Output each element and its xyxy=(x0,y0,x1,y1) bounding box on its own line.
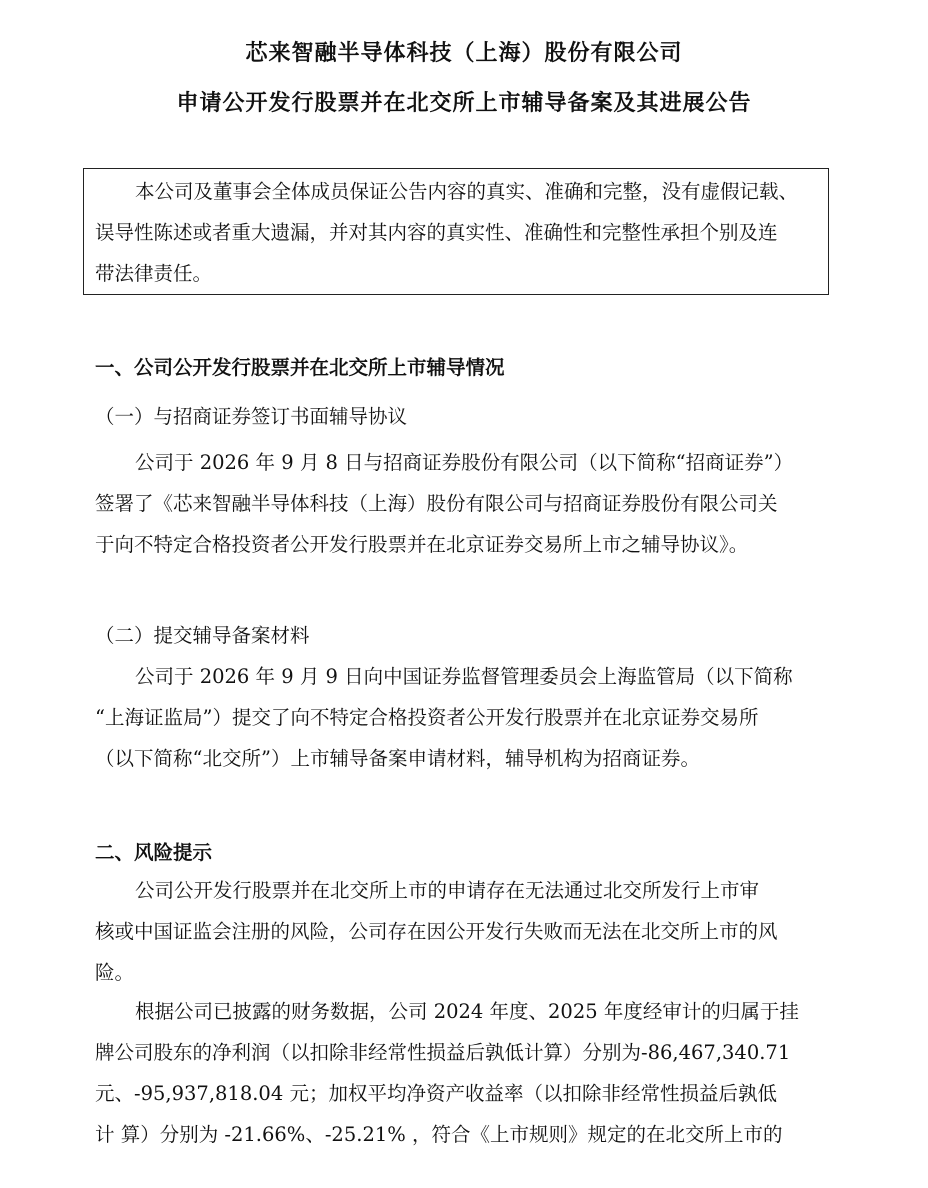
paragraph-line: 险。 xyxy=(95,961,135,984)
section-heading: 一、公司公开发行股票并在北交所上市辅导情况 xyxy=(95,356,505,379)
subsection-title: （一）与招商证券签订书面辅导协议 xyxy=(95,405,408,428)
paragraph-line: 元、-95,937,818.04 元；加权平均净资产收益率（以扣除非经常性损益后孰低 xyxy=(95,1082,777,1105)
section-heading: 二、风险提示 xyxy=(95,841,213,864)
paragraph-line: “上海证监局”）提交了向不特定合格投资者公开发行股票并在北京证券交易所 xyxy=(95,706,759,729)
paragraph-line: 根据公司已披露的财务数据，公司 2024 年度、2025 年度经审计的归属于挂 xyxy=(135,1000,799,1023)
paragraph-line: 于向不特定合格投资者公开发行股票并在北京证券交易所上市之辅导协议》。 xyxy=(95,533,749,556)
paragraph-line: （以下简称“北交所”）上市辅导备案申请材料，辅导机构为招商证券。 xyxy=(95,747,700,770)
paragraph-line: 公司于 2026 年 9 月 9 日向中国证券监督管理委员会上海监管局（以下简称 xyxy=(135,665,793,688)
subsection-title: （二）提交辅导备案材料 xyxy=(95,624,310,647)
company-title: 芯来智融半导体科技（上海）股份有限公司 xyxy=(245,41,683,66)
notice-line: 误导性陈述或者重大遗漏，并对其内容的真实性、准确性和完整性承担个别及连 xyxy=(95,221,778,244)
announcement-title: 申请公开发行股票并在北交所上市辅导备案及其进展公告 xyxy=(176,91,752,116)
paragraph-line: 签署了《芯来智融半导体科技（上海）股份有限公司与招商证券股份有限公司关 xyxy=(95,492,778,515)
notice-line: 带法律责任。 xyxy=(95,262,213,285)
paragraph-line: 计 算）分别为 -21.66%、-25.21% ，符合《上市规则》规定的在北交所上市的 xyxy=(95,1123,783,1146)
paragraph-line: 公司公开发行股票并在北交所上市的申请存在无法通过北交所发行上市审 xyxy=(135,879,760,902)
notice-line: 本公司及董事会全体成员保证公告内容的真实、准确和完整，没有虚假记载、 xyxy=(135,180,799,203)
paragraph-line: 核或中国证监会注册的风险，公司存在因公开发行失败而无法在北交所上市的风 xyxy=(95,920,778,943)
paragraph-line: 公司于 2026 年 9 月 8 日与招商证券股份有限公司（以下简称“招商证券”） xyxy=(135,451,794,474)
paragraph-line: 牌公司股东的净利润（以扣除非经常性损益后孰低计算）分别为-86,467,340.71 xyxy=(95,1041,791,1064)
